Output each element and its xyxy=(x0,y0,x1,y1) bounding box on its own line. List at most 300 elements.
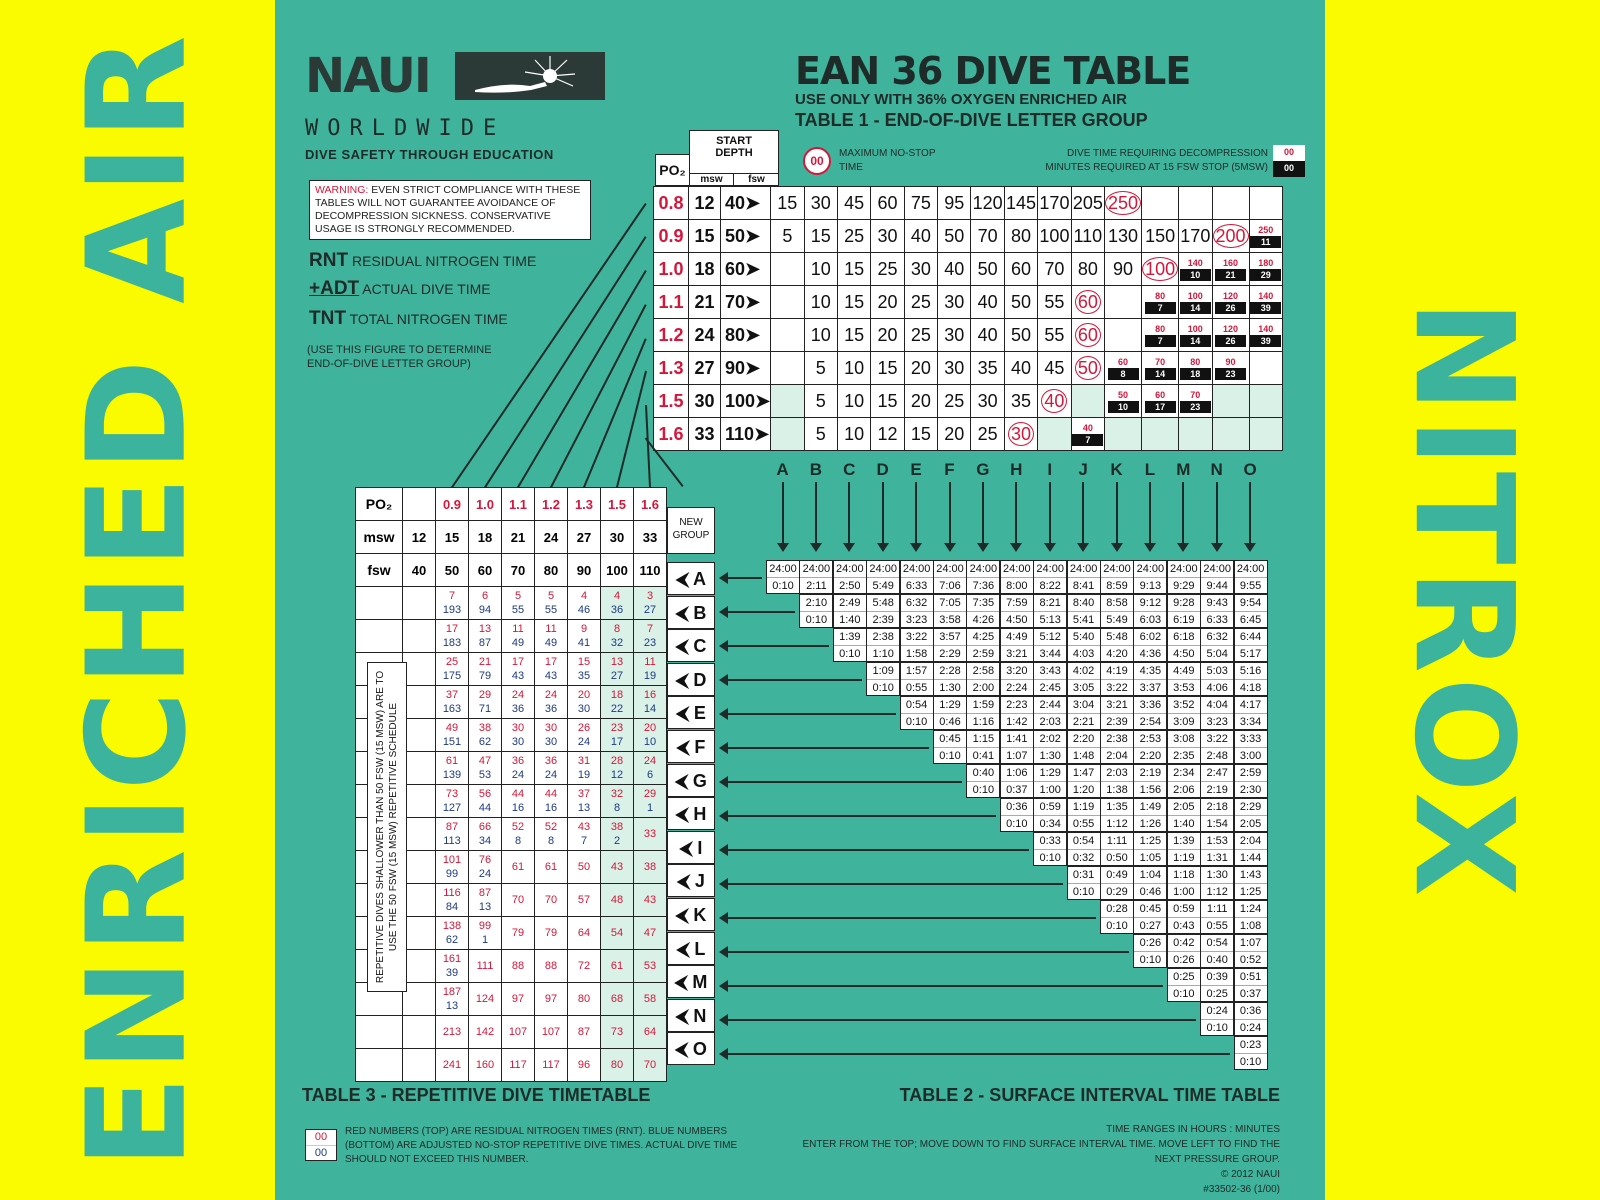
group-letter: D xyxy=(876,460,889,479)
adt-value: 16 xyxy=(544,802,558,814)
msw-cell: 15 xyxy=(689,220,721,253)
deco-entry xyxy=(1215,257,1246,281)
dive-time-cell xyxy=(1249,286,1282,319)
left-arrow-icon xyxy=(727,849,1029,851)
rnt-adt-cell xyxy=(535,884,568,917)
adt-value: 24 xyxy=(544,769,558,781)
interval-cell xyxy=(1200,798,1234,832)
dive-time-cell xyxy=(1071,418,1104,451)
interval-cell xyxy=(1133,798,1167,832)
interval-max: 0:36 xyxy=(1001,799,1033,816)
dive-time-cell: 40 xyxy=(971,319,1004,352)
interval-min: 3:00 xyxy=(1239,750,1262,762)
no-stop-limit: 60 xyxy=(1075,290,1101,314)
max-no-stop-label: MAXIMUM NO-STOP TIME xyxy=(839,148,936,173)
interval-cell xyxy=(933,696,967,730)
dive-time-cell: 100 xyxy=(1038,220,1071,253)
deco-entry xyxy=(1250,323,1281,347)
group-letter: K xyxy=(1110,460,1123,479)
rnt-value: 142 xyxy=(475,1026,495,1038)
rnt-value: 116 xyxy=(443,887,461,899)
dive-time-cell: 15 xyxy=(771,187,804,220)
interval-cell xyxy=(1234,696,1268,730)
interval-max: 0:24 xyxy=(1201,1003,1233,1020)
rnt-value: 61 xyxy=(610,960,624,972)
rnt-value: 61 xyxy=(511,861,525,873)
adt-value: 27 xyxy=(610,670,624,682)
no-stop-limit: 30 xyxy=(1008,422,1034,446)
t3-fsw-cell: 90 xyxy=(568,554,601,587)
rnt-adt-cell xyxy=(502,620,535,653)
rnt-value: 7 xyxy=(646,623,654,635)
def-text: RESIDUAL NITROGEN TIME xyxy=(351,253,537,269)
interval-min: 1:31 xyxy=(1206,852,1228,864)
interval-min: 2:29 xyxy=(939,648,961,660)
rnt-adt-cell xyxy=(568,686,601,719)
rnt-value: 17 xyxy=(544,656,558,668)
interval-cell xyxy=(966,730,1000,764)
interval-cell xyxy=(1000,798,1034,832)
rnt-value: 70 xyxy=(544,894,558,906)
interval-max: 1:47 xyxy=(1068,765,1100,782)
rnt-adt-cell xyxy=(436,620,469,653)
rnt-adt-cell xyxy=(568,917,601,950)
po2-cell: 1.5 xyxy=(654,385,689,418)
interval-cell xyxy=(1067,628,1101,662)
table1-row xyxy=(654,286,1283,319)
interval-max: 0:51 xyxy=(1235,969,1267,986)
dive-time-cell xyxy=(1249,220,1282,253)
interval-max: 3:33 xyxy=(1235,731,1267,748)
interval-max: 8:21 xyxy=(1034,595,1066,612)
interval-min: 0:29 xyxy=(1106,886,1128,898)
interval-max: 9:12 xyxy=(1134,595,1166,612)
page-subtitle: USE ONLY WITH 36% OXYGEN ENRICHED AIR xyxy=(795,91,1128,108)
table1-row xyxy=(654,352,1283,385)
dive-time-cell xyxy=(1142,319,1179,352)
interval-cell xyxy=(900,628,934,662)
rnt-adt-cell xyxy=(568,818,601,851)
t3-po2-cell: 0.9 xyxy=(436,488,469,521)
interval-cell xyxy=(966,696,1000,730)
interval-cell xyxy=(966,764,1000,798)
rnt-adt-cell xyxy=(535,1016,568,1049)
rnt-adt-cell xyxy=(535,752,568,785)
dive-time-cell xyxy=(1212,286,1249,319)
adt-value: 24 xyxy=(511,769,525,781)
dive-time-cell: 40 xyxy=(971,286,1004,319)
diver-sunburst-icon xyxy=(455,52,605,100)
msw-cell: 18 xyxy=(689,253,721,286)
rnt-adt-cell xyxy=(634,620,667,653)
rnt-value: 56 xyxy=(478,788,492,800)
rnt-adt-cell xyxy=(436,917,469,950)
rnt-adt-cell xyxy=(535,653,568,686)
interval-cell xyxy=(933,594,967,628)
rnt-adt-cell xyxy=(469,950,502,983)
t3-empty-cell xyxy=(403,686,436,719)
dive-time-cell xyxy=(1249,352,1282,385)
t3-po2-cell: 1.1 xyxy=(502,488,535,521)
max-no-stop-badge: 00 xyxy=(803,147,831,175)
interval-min: 9:13 xyxy=(1139,580,1162,592)
dive-time-cell: 25 xyxy=(871,253,904,286)
def-text: ACTUAL DIVE TIME xyxy=(362,281,491,297)
deco-stop: 18 xyxy=(1180,368,1211,380)
interval-cell xyxy=(833,628,867,662)
deco-entry xyxy=(1108,389,1139,413)
adt-value: 14 xyxy=(643,703,657,715)
interval-min: 6:45 xyxy=(1239,614,1262,626)
deco-stop: 23 xyxy=(1180,401,1211,413)
rnt-adt-cell xyxy=(634,686,667,719)
rnt-adt-cell xyxy=(568,785,601,818)
interval-min: 2:04 xyxy=(1106,750,1128,762)
rnt-value: 107 xyxy=(541,1026,561,1038)
t3-po2-cell: 1.5 xyxy=(601,488,634,521)
interval-min: 0:37 xyxy=(1006,784,1028,796)
table3-row xyxy=(356,1049,667,1082)
new-group-b: ⮜ B xyxy=(667,596,715,629)
dive-time-cell: 170 xyxy=(1179,220,1212,253)
rnt-adt-cell xyxy=(535,950,568,983)
adt-value: 10 xyxy=(643,736,657,748)
interval-cell xyxy=(1200,832,1234,866)
interval-max: 0:54 xyxy=(1068,833,1100,850)
rnt-adt-cell xyxy=(634,587,667,620)
dive-time-cell: 20 xyxy=(938,418,971,451)
new-group-f: ⮜ F xyxy=(667,730,715,763)
down-arrow-icon xyxy=(1049,482,1051,546)
t3-empty-cell xyxy=(403,818,436,851)
interval-min: 4:20 xyxy=(1106,648,1128,660)
interval-min: 2:05 xyxy=(1239,818,1262,830)
rnt-adt-cell xyxy=(601,752,634,785)
interval-min: 3:58 xyxy=(939,614,961,626)
rnt-adt-cell xyxy=(568,950,601,983)
dive-time-cell: 30 xyxy=(871,220,904,253)
interval-min: 4:03 xyxy=(1072,648,1095,660)
interval-min: 8:59 xyxy=(1106,580,1128,592)
deco-stop: 10 xyxy=(1180,269,1211,281)
interval-min: 3:22 xyxy=(1106,682,1128,694)
interval-cell xyxy=(1067,662,1101,696)
t3-msw-cell: 12 xyxy=(403,521,436,554)
t3-msw-cell: 33 xyxy=(634,521,667,554)
rnt-value: 21 xyxy=(478,656,492,668)
dive-time-cell: 40 xyxy=(904,220,937,253)
interval-min: 0:55 xyxy=(905,682,928,694)
rnt-adt-cell xyxy=(535,719,568,752)
rnt-value: 117 xyxy=(542,1059,560,1071)
t3-fsw-cell: 100 xyxy=(601,554,634,587)
adt-value: 193 xyxy=(442,604,462,616)
dive-time-cell xyxy=(1249,253,1282,286)
dive-time-cell: 90 xyxy=(1105,253,1142,286)
dive-time-cell: 30 xyxy=(971,385,1004,418)
interval-min: 2:20 xyxy=(1139,750,1162,762)
deco-stop: 39 xyxy=(1250,335,1281,347)
interval-min: 1:40 xyxy=(1173,818,1195,830)
interval-cell xyxy=(1167,730,1201,764)
deco-entry xyxy=(1215,290,1246,314)
t3-empty-cell xyxy=(403,884,436,917)
rnt-value: 57 xyxy=(577,894,591,906)
left-arrow-icon xyxy=(727,747,929,749)
interval-min: 3:05 xyxy=(1072,682,1095,694)
interval-min: 1:56 xyxy=(1139,784,1162,796)
dive-time-cell: 150 xyxy=(1142,220,1179,253)
dive-time-cell xyxy=(1212,220,1249,253)
deco-stop: 8 xyxy=(1108,368,1139,380)
t3-fsw-cell: 40 xyxy=(403,554,436,587)
t3-msw-cell: 27 xyxy=(568,521,601,554)
rnt-value: 30 xyxy=(511,722,525,734)
deco-time: 80 xyxy=(1145,323,1176,335)
interval-min: 1:10 xyxy=(872,648,894,660)
interval-cell xyxy=(1000,628,1034,662)
interval-cell xyxy=(1000,662,1034,696)
rnt-value: 54 xyxy=(610,927,624,939)
rnt-adt-cell xyxy=(469,851,502,884)
msw-cell: 30 xyxy=(689,385,721,418)
rnt-adt-cell xyxy=(634,917,667,950)
interval-max: 2:44 xyxy=(1034,697,1066,714)
interval-cell xyxy=(1167,798,1201,832)
dive-time-cell xyxy=(1142,385,1179,418)
rnt-adt-cell xyxy=(634,785,667,818)
interval-min: 4:50 xyxy=(1006,614,1028,626)
rnt-value: 241 xyxy=(442,1059,462,1071)
rnt-adt-cell xyxy=(502,983,535,1016)
t3-fsw-row xyxy=(356,554,667,587)
po2-cell: 0.9 xyxy=(654,220,689,253)
t3-side-cell xyxy=(356,1049,403,1082)
interval-max: 0:28 xyxy=(1101,901,1133,918)
interval-min: 6:03 xyxy=(1139,614,1162,626)
interval-min: 6:33 xyxy=(905,580,928,592)
interval-max: 2:29 xyxy=(1235,799,1267,816)
adt-value: 43 xyxy=(544,670,558,682)
table2-instructions: ENTER FROM THE TOP; MOVE DOWN TO FIND SURFACE INTERVAL TIME. MOVE LEFT TO FIND THE NEXT PRESSURE GROUP. xyxy=(802,1139,1280,1165)
interval-max: 1:06 xyxy=(1001,765,1033,782)
rnt-adt-cell xyxy=(502,917,535,950)
po2-cell: 1.0 xyxy=(654,253,689,286)
rnt-adt-cell xyxy=(568,752,601,785)
adt-value: 139 xyxy=(442,769,462,781)
dive-time-cell xyxy=(1179,253,1212,286)
group-letter: N xyxy=(1210,460,1223,479)
rnt-value: 161 xyxy=(442,953,462,965)
deco-stop: 23 xyxy=(1215,368,1246,380)
rnt-adt-cell xyxy=(601,1049,634,1082)
interval-cell xyxy=(1033,662,1067,696)
interval-cell xyxy=(1067,866,1101,900)
interval-max: 0:54 xyxy=(901,697,933,714)
interval-max: 1:53 xyxy=(1201,833,1233,850)
rnt-adt-cell xyxy=(436,686,469,719)
down-arrow-icon xyxy=(915,482,917,546)
adt-value: 36 xyxy=(544,703,558,715)
t3-empty-cell xyxy=(403,620,436,653)
interval-cell xyxy=(1234,560,1268,594)
interval-min: 1:58 xyxy=(905,648,928,660)
interval-cell xyxy=(1167,560,1201,594)
deco-entry xyxy=(1180,290,1211,314)
rnt-value: 24 xyxy=(511,689,525,701)
t3-fsw-cell: 110 xyxy=(634,554,667,587)
table1-row xyxy=(654,187,1283,220)
rnt-adt-cell xyxy=(601,653,634,686)
t3-fsw-label: fsw xyxy=(356,554,403,587)
interval-max: 4:04 xyxy=(1201,697,1233,714)
interval-min: 0:10 xyxy=(905,716,928,728)
interval-min: 0:10 xyxy=(872,682,894,694)
t3-side-cell xyxy=(356,620,403,653)
rnt-adt-cell xyxy=(436,818,469,851)
interval-cell xyxy=(1167,832,1201,866)
down-arrow-icon xyxy=(1182,482,1184,546)
deco-entry xyxy=(1180,323,1211,347)
interval-max: 4:49 xyxy=(1168,663,1200,680)
interval-max: 2:38 xyxy=(1101,731,1133,748)
interval-max: 24:00 xyxy=(867,561,899,578)
deco-time: 70 xyxy=(1145,356,1176,368)
down-arrow-icon xyxy=(815,482,817,546)
dive-time-cell: 15 xyxy=(837,286,870,319)
interval-cell xyxy=(1033,560,1067,594)
fsw-cell: 60➤ xyxy=(721,253,771,286)
interval-cell xyxy=(1133,594,1167,628)
interval-max: 6:32 xyxy=(1201,629,1233,646)
rnt-adt-cell xyxy=(535,818,568,851)
rnt-value: 29 xyxy=(478,689,492,701)
interval-cell xyxy=(1200,730,1234,764)
rnt-value: 160 xyxy=(475,1059,495,1071)
interval-max: 0:39 xyxy=(1201,969,1233,986)
t3-po2-cell: 1.6 xyxy=(634,488,667,521)
interval-cell xyxy=(1200,934,1234,968)
interval-min: 3:44 xyxy=(1039,648,1061,660)
new-group-header: NEW GROUP xyxy=(667,507,715,554)
dive-time-cell xyxy=(1071,352,1104,385)
interval-min: 8:22 xyxy=(1039,580,1061,592)
left-arrow-icon xyxy=(727,1019,1196,1021)
dive-time-cell: 45 xyxy=(1038,352,1071,385)
interval-max: 0:45 xyxy=(934,731,966,748)
interval-cell xyxy=(1000,764,1034,798)
deco-entry xyxy=(1180,257,1211,281)
adt-value: 94 xyxy=(478,604,492,616)
rnt-adt-cell xyxy=(436,587,469,620)
interval-cell xyxy=(1133,934,1167,968)
adt-value: 183 xyxy=(442,637,462,649)
interval-max: 9:28 xyxy=(1168,595,1200,612)
rnt-adt-cell xyxy=(469,1049,502,1082)
interval-min: 2:39 xyxy=(1106,716,1128,728)
repetitive-note: REPETITIVE DIVES SHALLOWER THAN 50 FSW (15 MSW) ARE TO USE THE 50 FSW (15 MSW) REPETITIVE SCHEDULE xyxy=(375,670,399,984)
warning-label: WARNING: xyxy=(315,184,369,196)
rnt-adt-cell xyxy=(601,686,634,719)
rnt-value: 58 xyxy=(643,993,657,1005)
interval-cell xyxy=(1100,560,1134,594)
group-m xyxy=(1167,460,1200,546)
interval-min: 0:10 xyxy=(1139,954,1162,966)
rnt-value: 50 xyxy=(577,861,591,873)
interval-max: 4:35 xyxy=(1134,663,1166,680)
rnt-adt-cell xyxy=(535,917,568,950)
deco-entry xyxy=(1180,356,1211,380)
group-letter: M xyxy=(1176,460,1191,479)
dive-time-cell: 10 xyxy=(804,286,837,319)
interval-max: 1:04 xyxy=(1134,867,1166,884)
interval-min: 0:10 xyxy=(839,648,861,660)
interval-min: 2:59 xyxy=(972,648,995,660)
interval-min: 2:54 xyxy=(1139,716,1162,728)
interval-max: 1:49 xyxy=(1134,799,1166,816)
adt-value: 12 xyxy=(610,769,624,781)
rnt-value: 18 xyxy=(610,689,624,701)
adt-value: 1 xyxy=(481,934,489,946)
interval-max: 8:40 xyxy=(1068,595,1100,612)
dive-time-cell xyxy=(1004,418,1037,451)
t3-fsw-cell: 60 xyxy=(469,554,502,587)
left-arrow-icon xyxy=(727,1053,1230,1055)
deco-entry xyxy=(1108,356,1139,380)
dive-time-cell: 5 xyxy=(804,352,837,385)
deco-time: 80 xyxy=(1180,356,1211,368)
rnt-value: 68 xyxy=(610,993,624,1005)
interval-cell xyxy=(1100,594,1134,628)
group-n xyxy=(1200,460,1233,546)
interval-max: 2:49 xyxy=(834,595,866,612)
interval-max: 24:00 xyxy=(1034,561,1066,578)
rnt-adt-cell xyxy=(469,587,502,620)
interval-min: 0:27 xyxy=(1139,920,1162,932)
dive-time-cell xyxy=(1105,187,1142,220)
adt-value: 49 xyxy=(511,637,525,649)
dive-time-cell: 15 xyxy=(804,220,837,253)
dive-time-cell: 10 xyxy=(837,385,870,418)
dive-time-cell: 120 xyxy=(971,187,1004,220)
interval-cell xyxy=(1000,696,1034,730)
rnt-adt-cell xyxy=(634,1016,667,1049)
interval-max: 24:00 xyxy=(1001,561,1033,578)
connector-line xyxy=(484,236,646,488)
interval-max: 0:36 xyxy=(1235,1003,1267,1020)
dive-time-cell xyxy=(771,286,804,319)
interval-min: 2:21 xyxy=(1072,716,1095,728)
interval-cell xyxy=(1234,866,1268,900)
dive-time-cell xyxy=(1212,319,1249,352)
no-stop-limit: 60 xyxy=(1075,323,1101,347)
interval-cell xyxy=(1067,696,1101,730)
rnt-value: 80 xyxy=(610,1059,624,1071)
interval-cell xyxy=(1234,900,1268,934)
group-l xyxy=(1133,460,1166,546)
deco-entry xyxy=(1215,323,1246,347)
logo-tagline: DIVE SAFETY THROUGH EDUCATION xyxy=(305,147,554,162)
rnt-adt-cell xyxy=(469,1016,502,1049)
interval-min: 8:41 xyxy=(1072,580,1095,592)
rnt-adt-cell xyxy=(436,983,469,1016)
group-letter: E xyxy=(910,460,922,479)
dive-time-cell xyxy=(1212,418,1249,451)
interval-max: 1:25 xyxy=(1134,833,1166,850)
deco-stop-label: MINUTES REQUIRED AT 15 FSW STOP (5MSW) xyxy=(1045,162,1268,173)
interval-cell xyxy=(933,662,967,696)
rnt-value: 97 xyxy=(511,993,525,1005)
